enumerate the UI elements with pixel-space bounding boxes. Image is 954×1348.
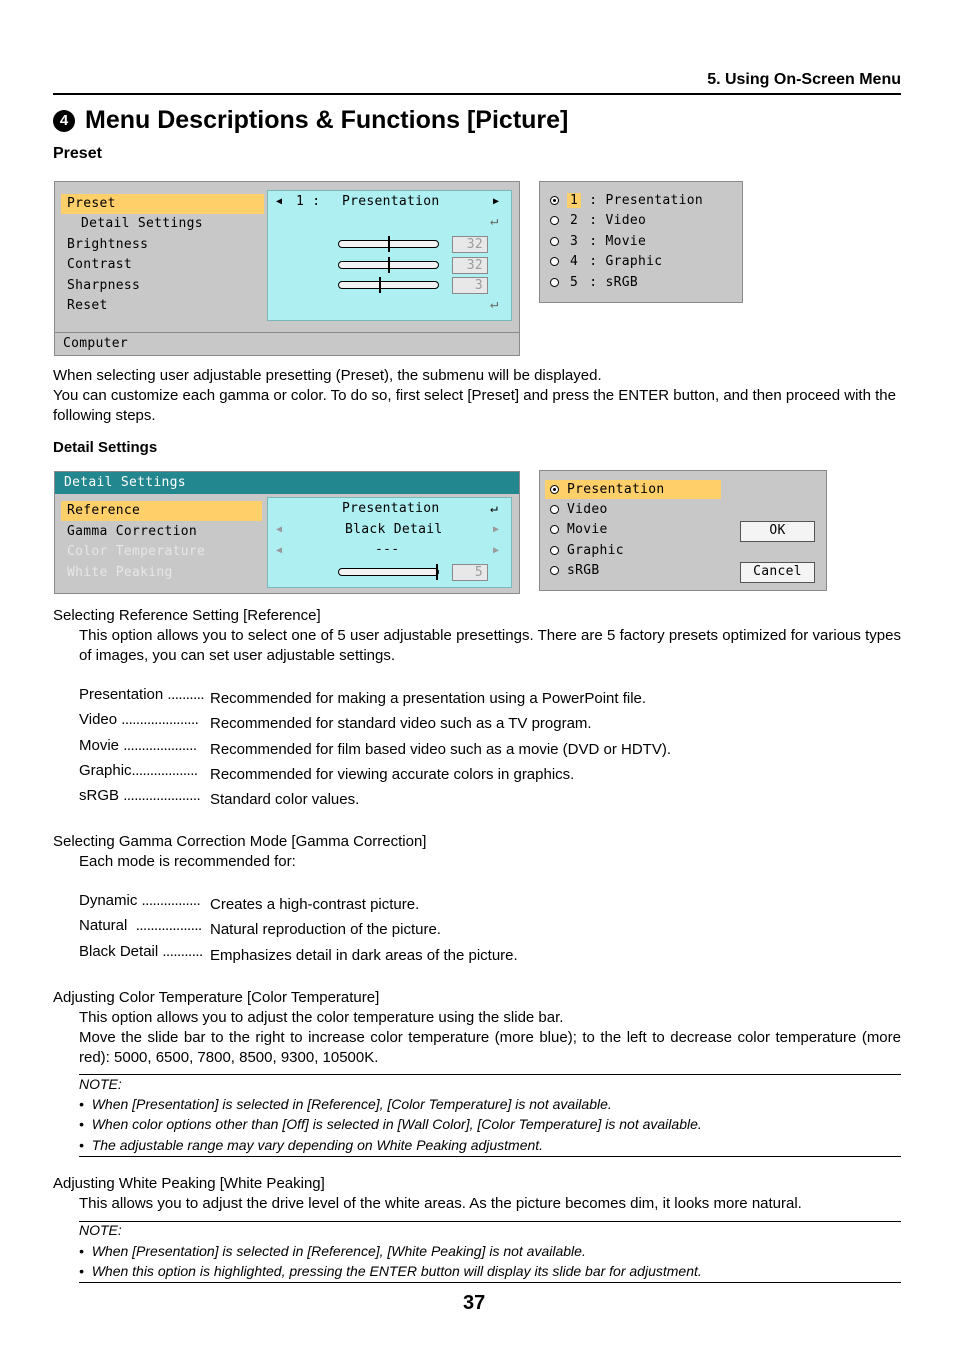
list-item: Dynamic ................ Creates a high-contrast picture.: [79, 892, 420, 913]
right-arrow-icon[interactable]: ▶: [493, 524, 500, 535]
preset-heading: Preset: [53, 145, 102, 162]
slider-thumb[interactable]: [379, 277, 381, 293]
menu-item-preset[interactable]: Preset: [61, 194, 264, 214]
note-label: NOTE:: [79, 1076, 122, 1092]
menu-item-detail-settings[interactable]: Detail Settings: [81, 216, 203, 231]
preset-value-area: [267, 190, 512, 321]
white-peaking-value: 5: [452, 564, 488, 581]
list-item: sRGB ..................... Standard color values.: [79, 787, 360, 808]
preset-popup: [539, 181, 743, 303]
enter-icon: ↵: [490, 296, 499, 312]
white-peaking-text: This allows you to adjust the drive level of the white areas. As the picture becomes dim, it looks more natural.: [79, 1195, 802, 1212]
page-number: 37: [463, 1292, 486, 1314]
detail-value-area: [267, 497, 512, 588]
list-item: Movie .................... Recommended for film based video such as a movie (DVD or HDTV).: [79, 737, 672, 758]
slider-thumb[interactable]: [388, 236, 390, 252]
radio-icon[interactable]: [550, 216, 559, 225]
note-rule: [79, 1156, 901, 1157]
note-rule: [79, 1282, 901, 1283]
menu-item-reset[interactable]: Reset: [67, 298, 108, 313]
detail-menu: [54, 471, 520, 594]
reference-option-presentation[interactable]: Presentation: [545, 480, 721, 499]
sharpness-value: 3: [452, 277, 488, 294]
detail-heading: Detail Settings: [53, 439, 158, 456]
preset-paragraph-1: When selecting user adjustable presetting (Preset), the submenu will be displayed.: [53, 367, 602, 384]
gamma-text: Each mode is recommended for:: [79, 853, 296, 870]
page-title: [53, 106, 568, 135]
menu-item-gamma-correction[interactable]: Gamma Correction: [67, 524, 198, 539]
color-temp-text-1: This option allows you to adjust the color temperature using the slide bar.: [79, 1009, 564, 1026]
reference-option-movie[interactable]: Movie: [550, 520, 608, 539]
radio-icon[interactable]: [550, 278, 559, 287]
radio-icon[interactable]: [550, 196, 559, 205]
reference-option-graphic[interactable]: Graphic: [550, 541, 624, 560]
slider-thumb[interactable]: [388, 257, 390, 273]
radio-icon[interactable]: [550, 566, 559, 575]
radio-icon[interactable]: [550, 546, 559, 555]
section-header: 5. Using On-Screen Menu: [707, 71, 901, 88]
note-item: • The adjustable range may vary depending on White Peaking adjustment.: [79, 1137, 544, 1153]
left-arrow-icon[interactable]: ◀: [276, 196, 283, 207]
preset-selector-num: 1 :: [296, 194, 321, 209]
note-item: • When [Presentation] is selected in [Reference], [White Peaking] is not available.: [79, 1243, 586, 1259]
detail-menu-title: Detail Settings: [55, 472, 519, 494]
radio-icon[interactable]: [550, 525, 559, 534]
list-item: Natural .................. Natural reproduction of the picture.: [79, 917, 441, 938]
number-badge: 4: [53, 110, 75, 132]
reference-heading: Selecting Reference Setting [Reference]: [53, 607, 321, 624]
preset-option-5[interactable]: 5 : sRGB: [550, 273, 638, 293]
preset-paragraph-2: You can customize each gamma or color. To do so, first select [Preset] and press the ENTER button, and then proceed with the following steps.: [53, 387, 896, 424]
white-peaking-heading: Adjusting White Peaking [White Peaking]: [53, 1175, 325, 1192]
note-item: • When color options other than [Off] is selected in [Wall Color], [Color Temperature] is not available.: [79, 1116, 702, 1132]
white-peaking-slider: [338, 568, 439, 576]
color-temp-heading: Adjusting Color Temperature [Color Temperature]: [53, 989, 380, 1006]
left-arrow-icon[interactable]: ◀: [276, 524, 283, 535]
preset-menu: [54, 181, 520, 356]
slider-thumb: [436, 564, 438, 580]
menu-item-brightness[interactable]: Brightness: [67, 237, 149, 252]
list-item: Video ..................... Recommended for standard video such as a TV program.: [79, 711, 592, 732]
reference-popup: [539, 470, 827, 591]
reference-option-srgb[interactable]: sRGB: [550, 561, 600, 580]
gamma-heading: Selecting Gamma Correction Mode [Gamma Correction]: [53, 833, 427, 850]
brightness-value: 32: [452, 236, 488, 253]
menu-item-reference[interactable]: Reference: [61, 501, 262, 521]
radio-icon[interactable]: [550, 505, 559, 514]
list-item: Black Detail ........... Emphasizes detail in dark areas of the picture.: [79, 943, 518, 964]
radio-icon[interactable]: [550, 237, 559, 246]
list-item: Graphic.................. Recommended for viewing accurate colors in graphics.: [79, 762, 575, 783]
ok-button[interactable]: OK: [740, 521, 815, 542]
note-rule: [79, 1221, 901, 1222]
radio-icon[interactable]: [550, 257, 559, 266]
left-arrow-icon: ◀: [276, 545, 283, 556]
header-rule: [53, 93, 901, 95]
menu-item-sharpness[interactable]: Sharpness: [67, 278, 141, 293]
menu-item-contrast[interactable]: Contrast: [67, 257, 133, 272]
menu-item-white-peaking: White Peaking: [67, 565, 173, 580]
contrast-slider[interactable]: [338, 261, 439, 269]
color-temp-text-2: Move the slide bar to the right to increase color temperature (more blue); to the left to decrease color temperature (more red): 5000, 6500, 7800, 8500, 9300, 10500K.: [79, 1029, 901, 1066]
source-label: Computer: [63, 336, 129, 351]
right-arrow-icon: ▶: [493, 545, 500, 556]
sharpness-slider[interactable]: [338, 281, 439, 289]
reference-option-video[interactable]: Video: [550, 500, 608, 519]
radio-icon[interactable]: [550, 485, 559, 494]
page-title-text: Menu Descriptions & Functions [Picture]: [85, 106, 569, 134]
reference-value[interactable]: Presentation: [342, 501, 440, 516]
reference-text: This option allows you to select one of 5 user adjustable presettings. There are 5 factory presets optimized for various types of images, you can set user adjustable settings.: [79, 627, 901, 664]
preset-option-2[interactable]: 2 : Video: [550, 211, 646, 231]
list-item: Presentation .......... Recommended for making a presentation using a PowerPoint file.: [79, 686, 647, 707]
note-item: • When [Presentation] is selected in [Reference], [Color Temperature] is not available.: [79, 1096, 612, 1112]
note-item: • When this option is highlighted, pressing the ENTER button will display its slide bar for adjustment.: [79, 1263, 702, 1279]
enter-icon: ↵: [490, 501, 499, 516]
preset-option-1[interactable]: 1 : Presentation: [550, 191, 703, 211]
preset-option-4[interactable]: 4 : Graphic: [550, 252, 662, 272]
preset-selector-value[interactable]: Presentation: [342, 194, 440, 209]
note-rule: [79, 1074, 901, 1075]
menu-item-color-temperature: Color Temperature: [67, 544, 206, 559]
cancel-button[interactable]: Cancel: [740, 562, 815, 583]
right-arrow-icon[interactable]: ▶: [493, 196, 500, 207]
divider: [55, 332, 519, 333]
note-label: NOTE:: [79, 1222, 122, 1238]
brightness-slider[interactable]: [338, 240, 439, 248]
preset-option-3[interactable]: 3 : Movie: [550, 232, 646, 252]
gamma-value[interactable]: Black Detail: [345, 522, 443, 537]
color-temp-value: ---: [375, 542, 400, 557]
enter-icon: ↵: [490, 213, 499, 229]
contrast-value: 32: [452, 257, 488, 274]
